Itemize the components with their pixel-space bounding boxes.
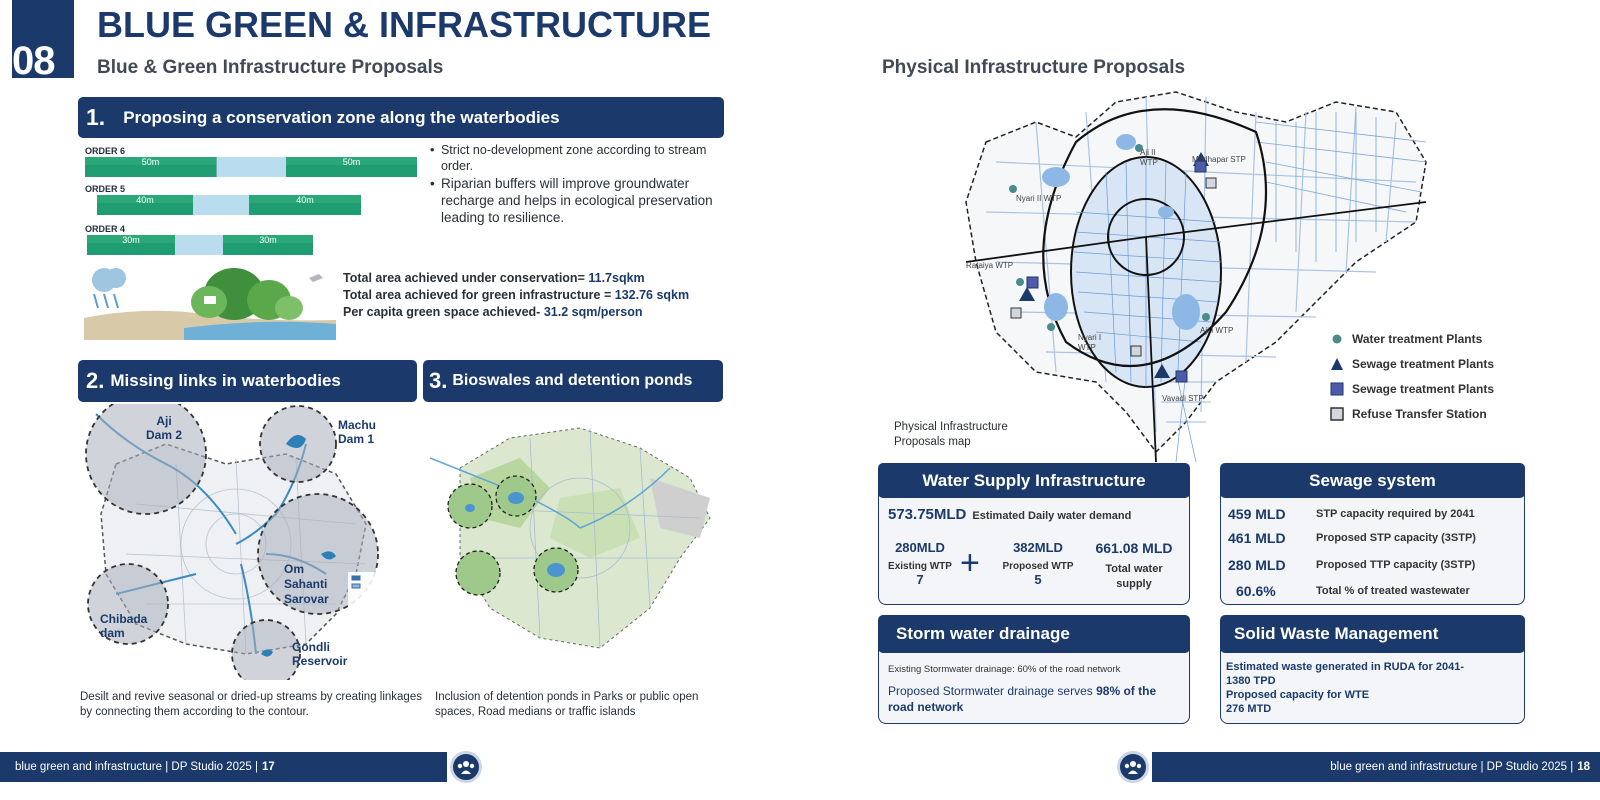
plus-icon: + xyxy=(960,544,980,582)
storm-header: Storm water drainage xyxy=(878,615,1190,653)
stat-per-capita-value: 31.2 sqm/person xyxy=(543,305,643,319)
left-subtitle: Blue & Green Infrastructure Proposals xyxy=(97,57,444,78)
water-supply-header: Water Supply Infrastructure xyxy=(878,463,1190,498)
sewage-row xyxy=(1228,502,1518,526)
order-6-right-buffer-label: 50m xyxy=(342,157,361,167)
proposed-wtp-label: Proposed WTP xyxy=(1002,561,1074,572)
order-6-diagram xyxy=(85,146,420,177)
solid-waste-line1: Estimated waste generated in RUDA for 2041- xyxy=(1226,661,1464,673)
existing-wtp-value: 280MLD xyxy=(895,540,945,555)
page-number-badge-box xyxy=(12,0,74,78)
section1-title: Proposing a conservation zone along the waterbodies xyxy=(123,107,560,127)
order-4-diagram xyxy=(85,224,420,255)
water-demand-value: 573.75MLD xyxy=(888,506,967,523)
section3-title: Bioswales and detention ponds xyxy=(452,372,693,389)
riparian-buffer-illustration xyxy=(84,258,336,340)
sewage-row-label: Proposed TTP capacity (3STP) xyxy=(1316,559,1476,571)
legend-sewage-treatment-triangle xyxy=(1330,351,1530,376)
label-aji-dam-2: Aji Dam 2 xyxy=(145,414,183,442)
map-label-madhapar-stp: Madhapar STP xyxy=(1192,155,1246,164)
footer-right-logo-icon xyxy=(1117,751,1149,783)
solid-waste-body xyxy=(1226,660,1521,716)
order-5-right-buffer-label: 40m xyxy=(296,195,314,205)
stat-green-infrastructure xyxy=(343,287,689,304)
order-6-left-buffer-label: 50m xyxy=(141,157,160,167)
order-4-left-buffer xyxy=(87,235,175,255)
order-4-right-buffer xyxy=(223,235,313,255)
order-6-label: ORDER 6 xyxy=(85,146,126,156)
order-5-label: ORDER 5 xyxy=(85,184,126,194)
stat-green-infrastructure-label: Total area achieved for green infrastructure = xyxy=(343,288,612,302)
bullet-no-development-text: Strict no-development zone according to stream order. xyxy=(440,143,707,173)
sewage-row-value: 280 MLD xyxy=(1228,557,1286,573)
order-4-stream xyxy=(175,235,223,255)
bullet-riparian: • Riparian buffers will improve groundwater recharge and helps in ecological preservation leading to resilience. xyxy=(430,175,716,226)
legend-sewage-treatment-triangle-label: Sewage treatment Plants xyxy=(1352,356,1495,371)
bioswales-map xyxy=(430,408,720,668)
proposed-wtp-block xyxy=(1000,540,1076,587)
footer-left-logo-icon xyxy=(450,751,482,783)
order-4-right-buffer-label: 30m xyxy=(259,235,277,245)
legend-triangle-icon xyxy=(1330,357,1344,371)
label-gondli-reservoir: Gondli Reservoir xyxy=(292,640,348,668)
map-label-nyari2-wtp: Nyari II WTP xyxy=(1016,194,1062,203)
section3-number: 3. xyxy=(429,368,448,393)
legend-sewage-treatment-square-label: Sewage treatment Plants xyxy=(1352,381,1495,396)
map-legend xyxy=(1330,326,1530,426)
order-5-right-buffer xyxy=(249,195,361,215)
legend-square-outline-icon xyxy=(1330,407,1344,421)
stat-conservation-value: 11.7sqkm xyxy=(588,271,645,285)
proposed-wtp-count: 5 xyxy=(1034,572,1042,587)
storm-proposed-value: 98% of the road network xyxy=(888,684,1157,714)
sewage-row xyxy=(1228,550,1518,580)
sewage-row-label: STP capacity required by 2041 xyxy=(1316,508,1475,520)
stat-per-capita xyxy=(343,304,689,321)
order-5-stream xyxy=(193,195,249,215)
missing-links-map xyxy=(76,404,420,680)
stat-green-infrastructure-value: 132.76 sqkm xyxy=(614,288,690,302)
section2-title: Missing links in waterbodies xyxy=(110,371,341,390)
label-chibada-dam: Chibada dam xyxy=(100,612,148,640)
order-5-left-buffer xyxy=(97,195,193,215)
order-4-label: ORDER 4 xyxy=(85,224,126,234)
order-6-left-buffer xyxy=(85,157,216,177)
section1-stats xyxy=(343,270,689,321)
bullet-no-development: • Strict no-development zone according to stream order. xyxy=(430,142,716,174)
order-4-left-buffer-label: 30m xyxy=(122,235,140,245)
sewage-row-value: 60.6% xyxy=(1236,583,1276,599)
storm-proposed-label: Proposed Stormwater drainage serves xyxy=(888,684,1093,698)
main-title: BLUE GREEN & INFRASTRUCTURE xyxy=(97,4,712,45)
order-5-diagram xyxy=(85,184,420,215)
sewage-row xyxy=(1228,580,1518,602)
sewage-row xyxy=(1228,526,1518,550)
sewage-row-label: Proposed STP capacity (3STP) xyxy=(1316,532,1476,544)
sewage-row-value: 461 MLD xyxy=(1228,530,1286,546)
section3-caption: Inclusion of detention ponds in Parks or public open spaces, Road medians or traffic islands xyxy=(435,691,699,718)
solid-waste-line3: Proposed capacity for WTE xyxy=(1226,689,1370,701)
footer-right-text: blue green and infrastructure | DP Studio 2025 | xyxy=(1330,761,1574,773)
existing-wtp-label: Existing WTP xyxy=(888,561,952,572)
existing-wtp-block xyxy=(884,540,956,587)
stat-conservation xyxy=(343,270,689,287)
legend-sewage-treatment-square xyxy=(1330,376,1530,401)
total-supply-block xyxy=(1082,540,1186,592)
solid-waste-line4: 276 MTD xyxy=(1226,703,1272,715)
map-label-aji1-wtp: Aji I WTP xyxy=(1200,326,1234,335)
stat-per-capita-label: Per capita green space achieved- xyxy=(343,305,541,319)
solid-waste-line2: 1380 TPD xyxy=(1226,675,1276,687)
storm-proposed xyxy=(888,683,1184,715)
footer-left-bar xyxy=(0,752,447,782)
footer-right-page: 18 xyxy=(1577,761,1590,773)
footer-left-text: blue green and infrastructure | DP Studio 2025 | xyxy=(15,761,258,773)
existing-wtp-count: 7 xyxy=(916,572,924,587)
section2-header xyxy=(78,360,417,402)
storm-existing: Existing Stormwater drainage: 60% of the road network xyxy=(888,664,1121,675)
section1-number: 1. xyxy=(86,104,106,130)
section2-caption: Desilt and revive seasonal or dried-up streams by creating linkages by connecting them according to the contour. xyxy=(80,691,422,718)
legend-water-treatment xyxy=(1330,326,1530,351)
order-5-left-buffer-label: 40m xyxy=(136,195,154,205)
section3-header xyxy=(423,360,723,402)
proposed-wtp-value: 382MLD xyxy=(1013,540,1063,555)
sewage-row-value: 459 MLD xyxy=(1228,506,1286,522)
legend-refuse-transfer xyxy=(1330,401,1530,426)
footer-right-bar xyxy=(1152,752,1600,782)
map-label-nyari1-wtp: Nyari I WTP xyxy=(1078,333,1102,352)
page-number-badge: 08 xyxy=(12,39,55,78)
sewage-rows xyxy=(1228,502,1518,602)
map-label-vavadi-stp: Vavadi STP xyxy=(1162,394,1204,403)
order-6-right-buffer xyxy=(286,157,417,177)
section1-bullets xyxy=(430,142,716,226)
order-6-stream xyxy=(216,157,286,177)
sewage-header: Sewage system xyxy=(1220,463,1525,498)
stat-conservation-label: Total area achieved under conservation= xyxy=(343,271,585,285)
label-machu-dam-1: Machu Dam 1 xyxy=(338,418,377,446)
water-demand-row xyxy=(888,506,1131,523)
legend-water-treatment-label: Water treatment Plants xyxy=(1352,331,1483,346)
section1-header xyxy=(78,97,724,138)
total-supply-label: Total water supply xyxy=(1105,563,1163,590)
legend-refuse-transfer-label: Refuse Transfer Station xyxy=(1352,406,1487,421)
map-label-aji2-wtp: Aji II WTP xyxy=(1140,148,1158,167)
section2-number: 2. xyxy=(86,368,105,393)
total-supply-value: 661.08 MLD xyxy=(1095,540,1173,556)
right-subtitle: Physical Infrastructure Proposals xyxy=(882,57,1186,78)
map-label-rataiya-wtp: Rataiya WTP xyxy=(966,261,1014,270)
sewage-row-label: Total % of treated wastewater xyxy=(1316,585,1470,597)
solid-waste-header: Solid Waste Management xyxy=(1220,615,1525,653)
legend-circle-icon xyxy=(1330,332,1344,346)
legend-square-icon xyxy=(1330,382,1344,396)
water-demand-label: Estimated Daily water demand xyxy=(972,510,1132,522)
label-om-sahanti-sarovar: Om Sahanti Sarovar xyxy=(284,562,329,606)
map-caption: Physical Infrastructure Proposals map xyxy=(894,421,1008,448)
footer-left-page: 17 xyxy=(261,761,275,773)
bullet-riparian-text: Riparian buffers will improve groundwater recharge and helps in ecological preservation leading to resilience. xyxy=(441,176,713,225)
